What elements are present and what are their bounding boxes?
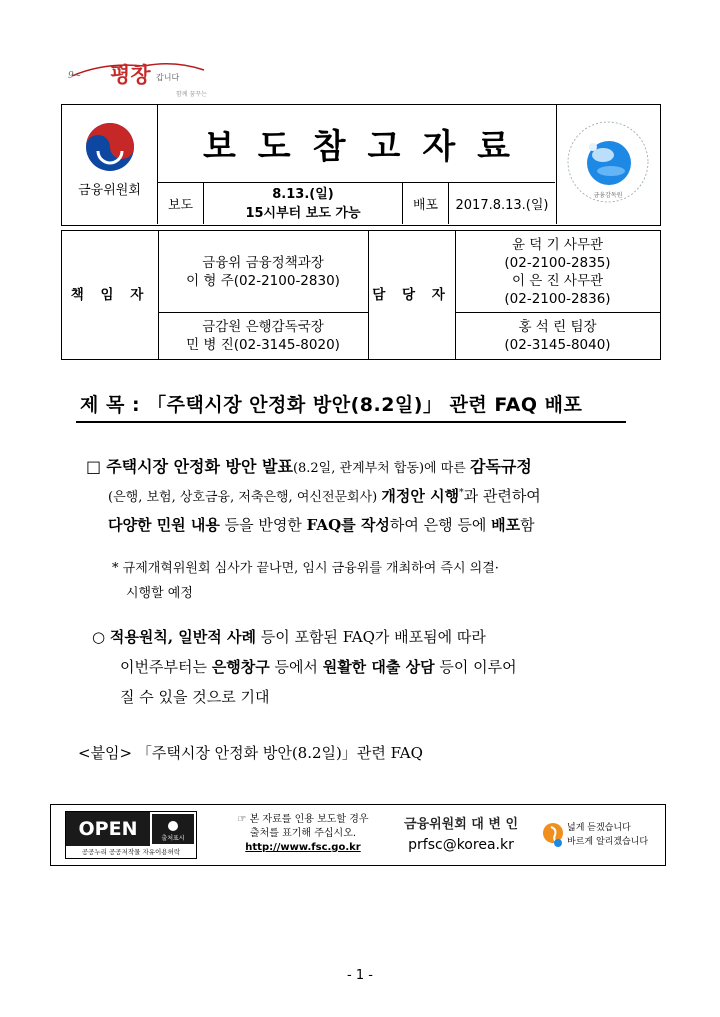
staff-3 (455, 313, 660, 359)
staff-3-name: 홍 석 린 팀장 (518, 319, 597, 335)
spokesperson-label: 금융위원회 대 변 인 (403, 817, 519, 832)
page-number: - 1 - (347, 968, 373, 983)
staff-1-tel: (02-2100-2835) (504, 254, 611, 271)
listen-slogan: 넓게 듣겠습니다 바르게 알리겠습니다 (541, 817, 661, 855)
release-info-row (158, 183, 555, 224)
staff-2-tel: (02-2100-2836) (504, 290, 611, 307)
spokesperson-email[interactable]: prfsc@korea.kr (408, 837, 514, 853)
responsible-label: 책 임 자 (70, 286, 150, 303)
pyeongchang-slogan-logo (64, 52, 224, 102)
page-title: 보도참고자료 (158, 105, 555, 183)
paragraph-1-line-2: (은행, 보험, 상호금융, 저축은행, 여신전문회사) 개정안 시행*과 관련하여 (108, 487, 541, 505)
footnote-line-2: 시행할 예정 (126, 586, 193, 601)
dist-label: 배포 (403, 183, 449, 224)
title-underline (76, 421, 626, 423)
open-license-badge (65, 811, 197, 859)
footnote-line-1: * 규제개혁위원회 심사가 끝나면, 임시 금융위를 개최하여 즉시 의결· (112, 561, 499, 576)
staff-2-name: 이 은 진 사무관 (511, 272, 604, 289)
staff-1-name: 윤 덕 기 사무관 (511, 236, 604, 253)
release-label: 보도 (158, 183, 204, 224)
dist-date: 2017.8.13.(일) (455, 198, 549, 213)
svg-text:평창: 평창 (110, 62, 151, 87)
release-datetime (204, 183, 403, 224)
press-header (61, 104, 661, 226)
staff-1-2 (455, 231, 660, 312)
responsible-1 (158, 231, 368, 312)
contacts-table (61, 230, 661, 360)
svg-text:9~: 9~ (68, 71, 82, 81)
ministry-name: 금융위원회 (78, 183, 141, 198)
responsible-2-name: 민 병 진(02-3145-8020) (186, 337, 340, 353)
release-time: 15시부터 보도 가능 (245, 205, 361, 221)
fss-globe-logo-icon (563, 117, 653, 207)
ministry-logo-cell (62, 105, 158, 224)
attribution-icon: 출처표시 (152, 814, 194, 844)
paragraph-1-line-1: □ 주택시장 안정화 방안 발표(8.2일, 관계부처 합동)에 따른 감독규정 (86, 457, 532, 476)
footer-box (50, 804, 666, 866)
responsible-2-org: 금감원 은행감독국장 (202, 319, 324, 335)
attachment-line: <붙임> 「주택시장 안정화 방안(8.2일)」관련 FAQ (78, 744, 423, 762)
paragraph-2-line-3: 질 수 있을 것으로 기대 (120, 688, 270, 706)
release-date: 8.13.(일) (272, 186, 334, 202)
fsc-url-link[interactable]: http://www.fsc.go.kr (245, 842, 361, 853)
responsible-1-name: 이 형 주(02-2100-2830) (186, 272, 340, 289)
paragraph-1-line-3: 다양한 민원 내용 등을 반영한 FAQ를 작성하여 은행 등에 배포함 (108, 516, 535, 534)
svg-text:금융감독원: 금융감독원 (593, 192, 623, 199)
speech-ear-icon (541, 821, 565, 849)
korea-government-emblem-icon (82, 119, 138, 175)
responsible-2 (158, 313, 368, 359)
open-license-subtext: 공공누리 공공저작물 자유이용허락 (81, 848, 181, 856)
svg-text:갑니다: 갑니다 (156, 73, 180, 82)
staff-label: 담 당 자 (372, 286, 451, 303)
open-label: OPEN (66, 812, 150, 846)
citation-notice: ☞ 본 자료를 인용 보도할 경우 출처를 표기해 주십시오. http://www.fsc.go.kr (213, 813, 393, 855)
document-title: 제 목 : 「주택시장 안정화 방안(8.2일)」 관련 FAQ 배포 (80, 394, 583, 416)
responsible-1-org: 금융위 금융정책과장 (202, 254, 324, 271)
paragraph-2-line-1: ○ 적용원칙, 일반적 사례 등이 포함된 FAQ가 배포됨에 따라 (92, 628, 486, 646)
spokesperson-block (396, 815, 526, 855)
svg-text:함께 꿈꾸는: 함께 꿈꾸는 (176, 91, 207, 98)
staff-3-tel: (02-3145-8040) (504, 337, 611, 353)
agency-logo-cell (556, 105, 660, 224)
paragraph-2-line-2: 이번주부터는 은행창구 등에서 원활한 대출 상담 등이 이루어 (120, 658, 517, 676)
